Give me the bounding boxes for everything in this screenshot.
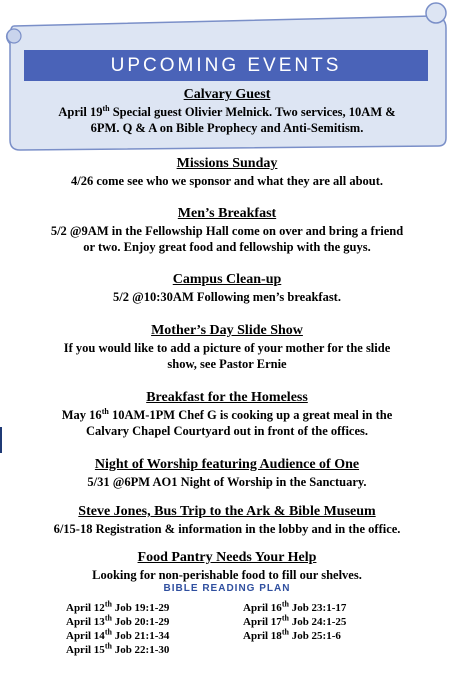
event-line: Looking for non-perishable food to fill our shelves. bbox=[92, 568, 362, 582]
event-title: Calvary Guest bbox=[183, 87, 271, 102]
event-line: 5/2 @10:30AM Following men’s breakfast. bbox=[113, 290, 341, 304]
event-mothers-day bbox=[0, 322, 454, 372]
reading-plan-left-column bbox=[66, 601, 169, 657]
event-calvary-guest bbox=[0, 86, 454, 136]
event-breakfast-homeless bbox=[0, 389, 454, 439]
event-campus-cleanup bbox=[0, 271, 454, 305]
event-title: Mother’s Day Slide Show bbox=[151, 323, 303, 338]
reading-plan-item: April 15th Job 22:1-30 bbox=[66, 641, 170, 656]
event-title: Food Pantry Needs Your Help bbox=[137, 550, 317, 565]
event-line: 6/15-18 Registration & information in the lobby and in the office. bbox=[53, 522, 401, 536]
event-line: 5/2 @9AM in the Fellowship Hall come on over and bring a friend bbox=[50, 224, 404, 238]
event-title: Breakfast for the Homeless bbox=[146, 390, 308, 405]
reading-plan-item: April 17th Job 24:1-25 bbox=[243, 613, 347, 628]
reading-plan-item: April 12th Job 19:1-29 bbox=[66, 599, 170, 614]
event-line: Calvary Chapel Courtyard out in front of the offices. bbox=[85, 424, 369, 438]
event-line: May 16th 10AM-1PM Chef G is cooking up a great meal in the bbox=[61, 406, 393, 422]
event-line: 5/31 @6PM AO1 Night of Worship in the Sanctuary. bbox=[87, 475, 367, 489]
reading-plan-item: April 14th Job 21:1-34 bbox=[66, 627, 170, 642]
page-title: UPCOMING EVENTS bbox=[24, 50, 428, 81]
reading-plan-item: April 16th Job 23:1-17 bbox=[243, 599, 347, 614]
event-line: or two. Enjoy great food and fellowship with the guys. bbox=[83, 240, 371, 254]
event-mens-breakfast bbox=[0, 205, 454, 255]
event-title: Men’s Breakfast bbox=[177, 206, 277, 221]
event-line: 6PM. Q & A on Bible Prophecy and Anti-Semitism. bbox=[90, 121, 364, 135]
reading-plan-item: April 18th Job 25:1-6 bbox=[243, 627, 341, 642]
reading-plan-right-column bbox=[243, 601, 346, 643]
event-bus-trip bbox=[0, 503, 454, 537]
event-title: Night of Worship featuring Audience of One bbox=[94, 457, 360, 472]
event-title: Steve Jones, Bus Trip to the Ark & Bible Museum bbox=[78, 504, 376, 519]
event-title: Missions Sunday bbox=[176, 156, 278, 171]
event-line: 4/26 come see who we sponsor and what they are all about. bbox=[70, 174, 384, 188]
event-food-pantry bbox=[0, 549, 454, 583]
page-edge-marker bbox=[0, 427, 2, 453]
event-title: Campus Clean-up bbox=[172, 272, 282, 287]
event-line: If you would like to add a picture of your mother for the slide bbox=[63, 341, 391, 355]
event-missions-sunday bbox=[0, 155, 454, 189]
event-night-of-worship bbox=[0, 456, 454, 490]
bible-reading-plan-heading: BIBLE READING PLAN bbox=[163, 583, 291, 594]
reading-plan-item: April 13th Job 20:1-29 bbox=[66, 613, 170, 628]
event-line: April 19th Special guest Olivier Melnick. Two services, 10AM & bbox=[58, 103, 396, 119]
event-line: show, see Pastor Ernie bbox=[167, 357, 287, 371]
